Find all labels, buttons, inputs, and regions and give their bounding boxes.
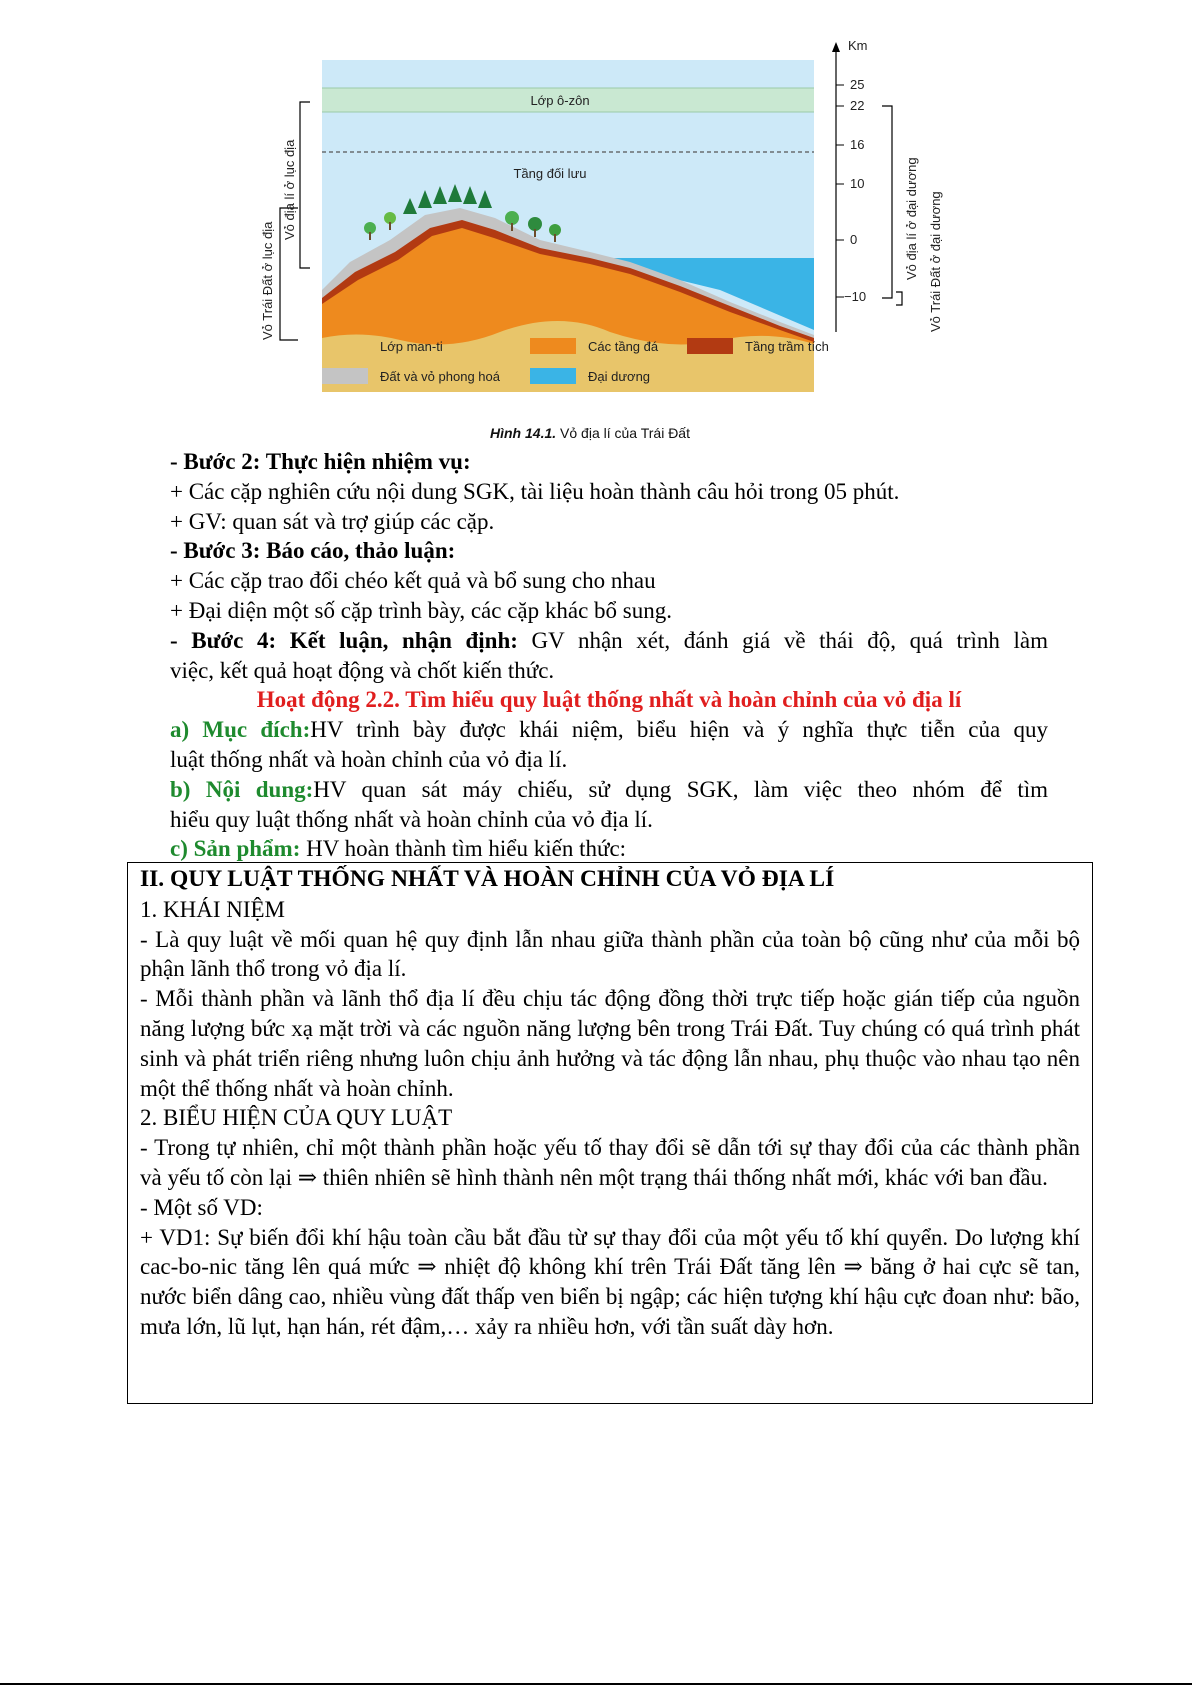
- step4-text1: GV nhận xét, đánh giá về thái độ, quá trình làm: [517, 627, 1048, 653]
- product-line: [170, 834, 1048, 864]
- step3-heading: - Bước 3: Báo cáo, thảo luận:: [170, 538, 456, 564]
- legend-label-soil: Đất và vỏ phong hoá: [380, 369, 500, 384]
- activity-title: Hoạt động 2.2. Tìm hiểu quy luật thống nhất và hoàn chỉnh của vỏ địa lí: [256, 687, 962, 713]
- tick-25: 25: [850, 77, 865, 92]
- right-label-crust: Vỏ Trái Đất ở đại dương: [928, 191, 943, 332]
- legend-swatch-mantle: [322, 338, 368, 354]
- legend-label-sediment: Tầng trầm tích: [745, 339, 829, 354]
- box-paragraph-5: + VD1: Sự biến đổi khí hậu toàn cầu bắt đầu từ sự thay đổi của một yếu tố khí quyển. Do lượng khí cac-bo-nic tăng lên quá mức ⇒ nhiệt độ không khí trên Trái Đất tăng lên ⇒ băng ở hai cực sẽ tan, nước biển dâng cao, nhiều vùng đất thấp ven biển bị ngập; các hiện tượng khí hậu cực đoan như: bão, mưa lớn, lũ lụt, hạn hán, rét đậm,… xảy ra nhiều hơn, với tần suất dày hơn.: [140, 1224, 1080, 1339]
- legend-label-mantle: Lớp man-ti: [380, 339, 443, 354]
- box-heading-2: 2. BIỂU HIỆN CỦA QUY LUẬT: [140, 1105, 453, 1131]
- step4-line1: [170, 626, 1048, 656]
- box-title: II. QUY LUẬT THỐNG NHẤT VÀ HOÀN CHỈNH CỦA VỎ ĐỊA LÍ: [140, 866, 835, 892]
- box-paragraph-3: - Trong tự nhiên, chỉ một thành phần hoặc yếu tố thay đổi sẽ dẫn tới sự thay đổi của các thành phần và yếu tố còn lại ⇒ thiên nhiên sẽ hình thành nên một trạng thái thống nhất mới, khác với ban đầu.: [140, 1135, 1080, 1190]
- step4-heading: - Bước 4: Kết luận, nhận định:: [170, 627, 518, 653]
- step2-heading: - Bước 2: Thực hiện nhiệm vụ:: [170, 449, 471, 474]
- earth-shell-figure: [250, 40, 970, 450]
- lesson-body: [170, 447, 1048, 864]
- purpose-label: a) Mục đích:: [170, 717, 311, 743]
- troposphere-label: Tầng đối lưu: [513, 166, 587, 181]
- left-label-shell: Vỏ địa lí ở lục địa: [282, 139, 297, 240]
- legend-swatch-rock: [530, 338, 576, 354]
- knowledge-box: [127, 862, 1093, 1404]
- step2-line1: + Các cặp nghiên cứu nội dung SGK, tài liệu hoàn thành câu hỏi trong 05 phút.: [170, 478, 900, 504]
- legend-swatch-ocean: [530, 368, 576, 384]
- purpose-line1: [170, 715, 1048, 745]
- step3-line2: + Đại diện một số cặp trình bày, các cặp khác bổ sung.: [170, 597, 672, 623]
- content-text2: hiểu quy luật thống nhất và hoàn chỉnh của vỏ địa lí.: [170, 806, 653, 832]
- ozone-label: Lớp ô-zôn: [530, 93, 590, 108]
- content-line1: [170, 775, 1048, 805]
- box-paragraph-2: - Mỗi thành phần và lãnh thổ địa lí đều chịu tác động đồng thời trực tiếp hoặc gián tiếp của nguồn năng lượng bức xạ mặt trời và các nguồn năng lượng bên trong Trái Đất. Tuy chúng có quá trình phát sinh và phát triển riêng nhưng luôn chịu ảnh hưởng và tác động lẫn nhau, phụ thuộc vào nhau tạo nên một thể thống nhất và hoàn chỉnh.: [140, 986, 1080, 1101]
- left-label-crust: Vỏ Trái Đất ở lục địa: [260, 221, 275, 340]
- tick-22: 22: [850, 98, 865, 113]
- box-paragraph-1: - Là quy luật về mối quan hệ quy định lẫn nhau giữa thành phần của toàn bộ cũng như của mỗi bộ phận lãnh thổ trong vỏ địa lí.: [140, 926, 1080, 982]
- content-label: b) Nội dung:: [170, 776, 314, 802]
- content-text1: HV quan sát máy chiếu, sử dụng SGK, làm việc theo nhóm để tìm: [313, 776, 1048, 802]
- legend-swatch-sediment: [687, 338, 733, 354]
- product-text: HV hoàn thành tìm hiểu kiến thức:: [300, 836, 627, 862]
- tick-neg10: −10: [844, 289, 867, 304]
- purpose-text1: HV trình bày được khái niệm, biểu hiện và ý nghĩa thực tiễn của quy: [310, 717, 1048, 743]
- axis-unit: Km: [848, 40, 868, 53]
- caption-bold: Hình 14.1.: [490, 425, 557, 441]
- legend-swatch-soil: [322, 368, 368, 384]
- right-label-shell: Vỏ địa lí ở đại dương: [904, 157, 919, 280]
- tick-16: 16: [850, 137, 865, 152]
- step2-line2: + GV: quan sát và trợ giúp các cặp.: [170, 508, 495, 534]
- purpose-text2: luật thống nhất và hoàn chỉnh của vỏ địa lí.: [170, 746, 568, 772]
- tick-0: 0: [850, 232, 858, 247]
- legend-label-ocean: Đại dương: [588, 369, 651, 384]
- box-paragraph-4: - Một số VD:: [140, 1194, 263, 1220]
- product-label: c) Sản phẩm:: [170, 836, 301, 862]
- step4-text2: việc, kết quả hoạt động và chốt kiến thức.: [170, 657, 555, 683]
- legend-label-rock: Các tầng đá: [588, 339, 659, 354]
- step3-line1: + Các cặp trao đổi chéo kết quả và bổ sung cho nhau: [170, 568, 656, 594]
- caption-text: Vỏ địa lí của Trái Đất: [556, 425, 690, 441]
- tick-10: 10: [850, 176, 865, 191]
- box-heading-1: 1. KHÁI NIỆM: [140, 896, 286, 922]
- svg-text:Hình 14.1. Vỏ địa lí của Trái: [490, 425, 690, 441]
